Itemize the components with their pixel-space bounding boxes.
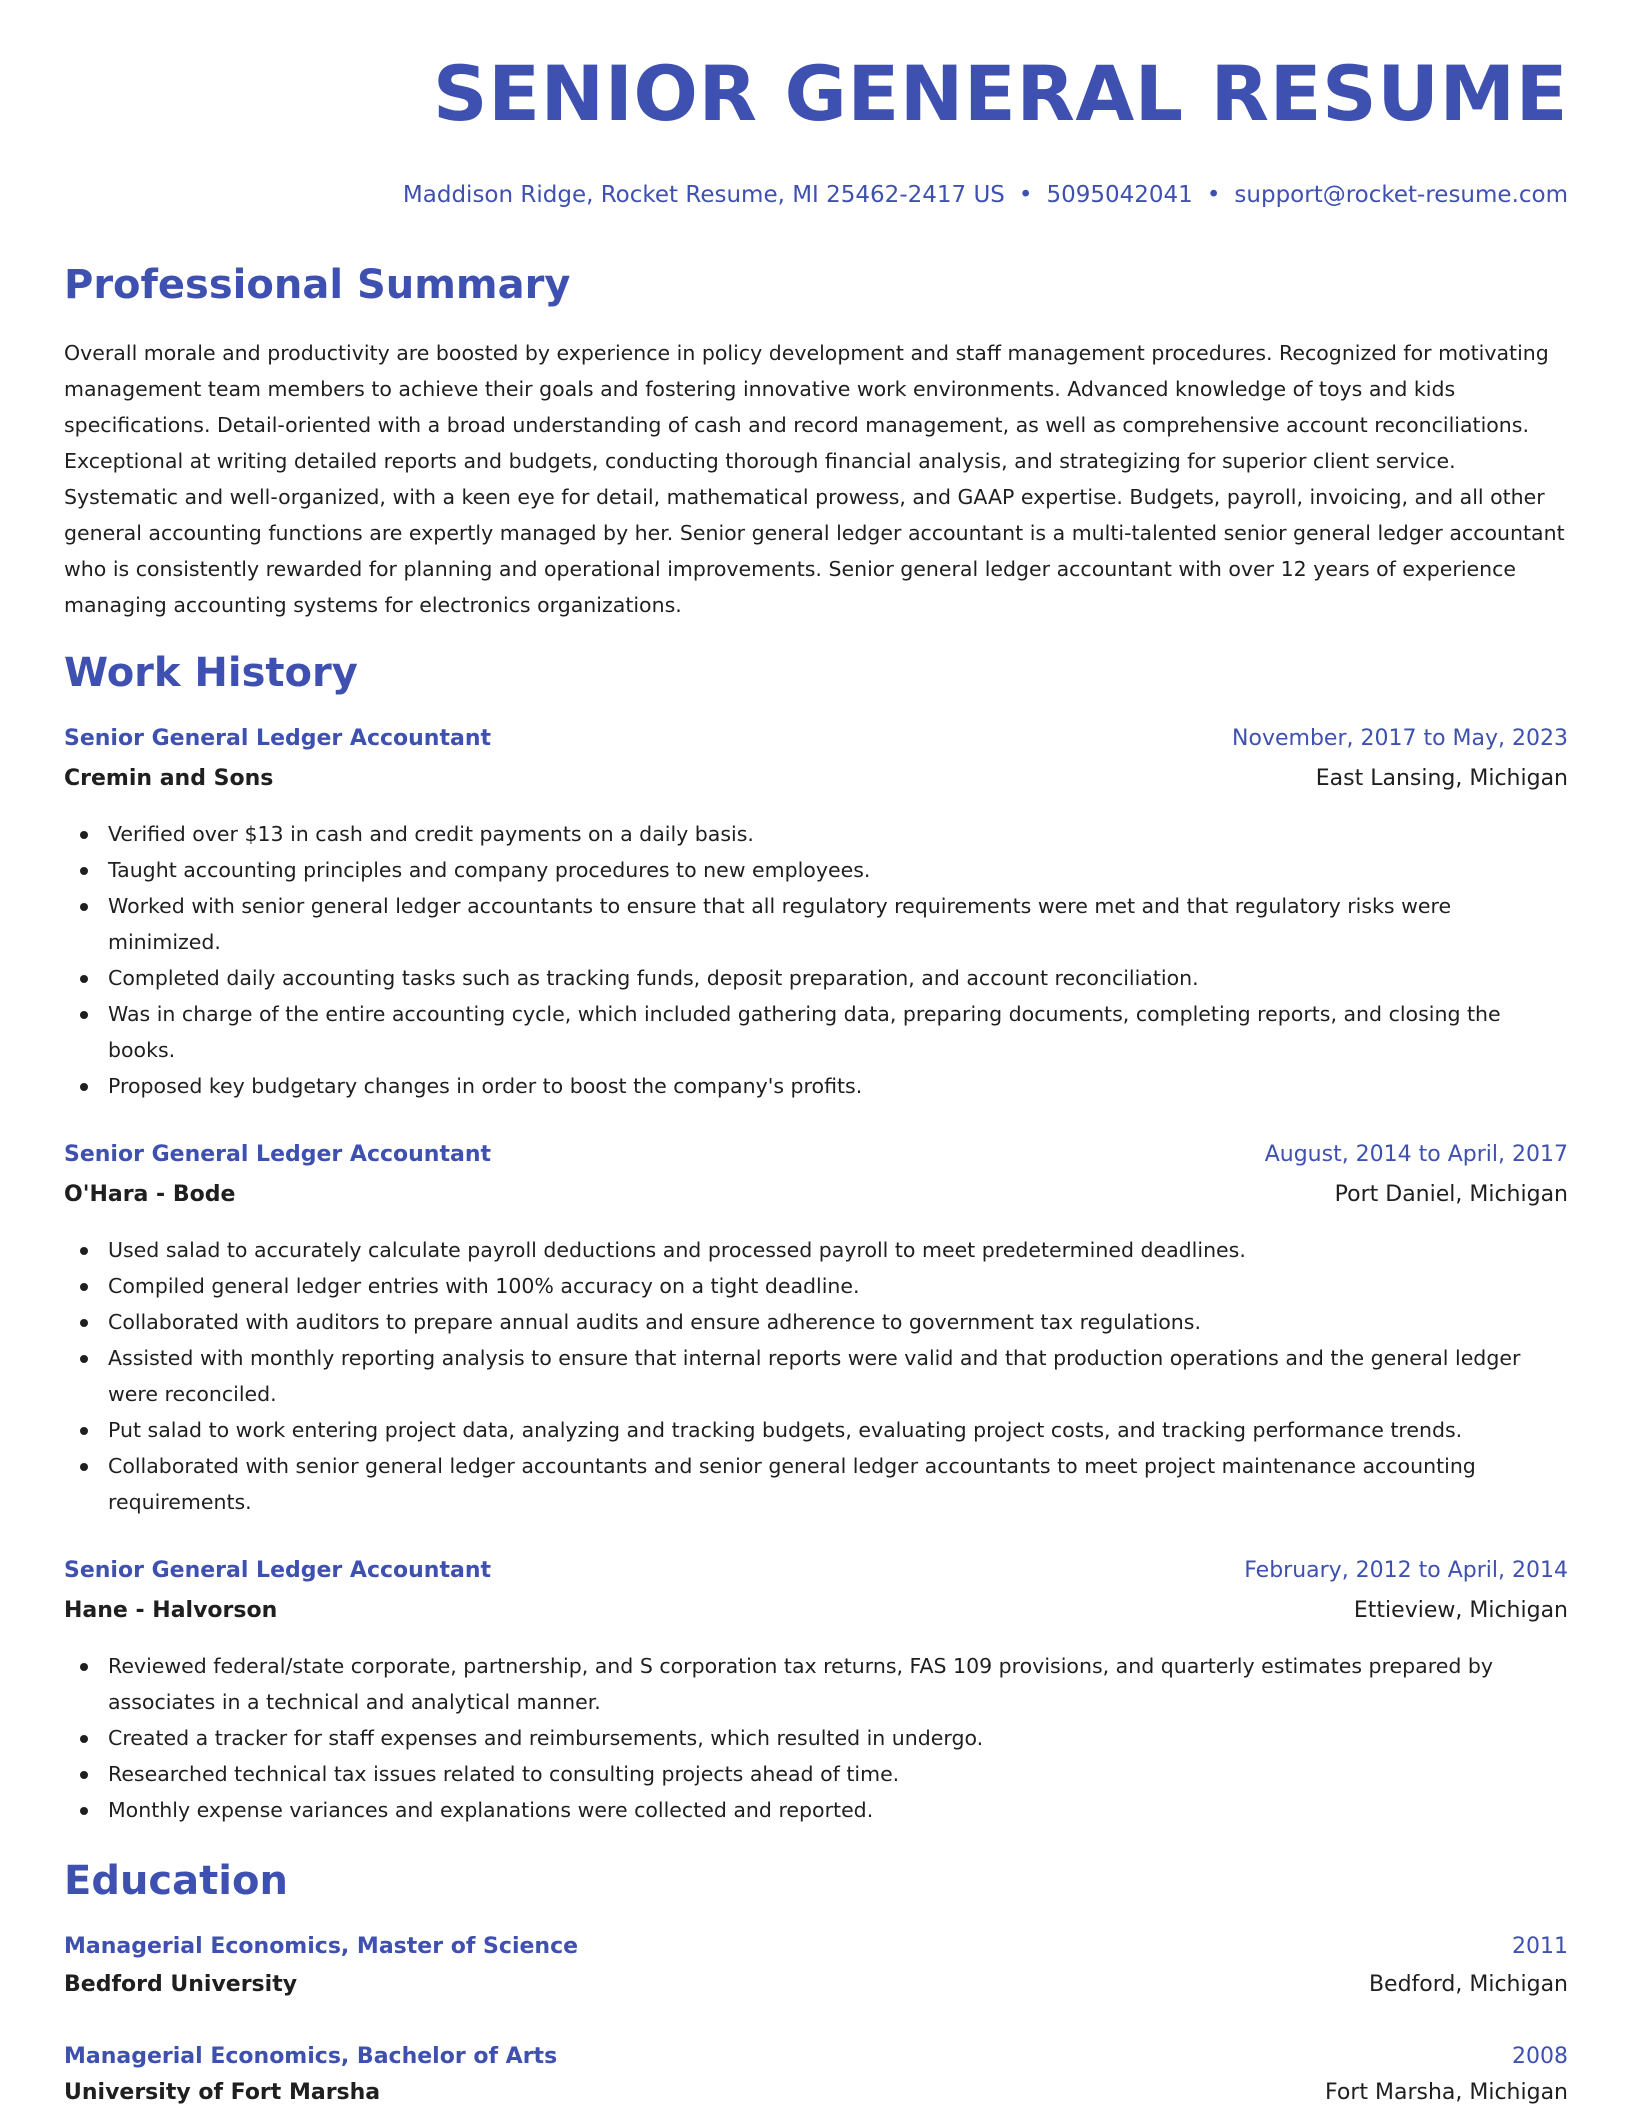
section-title-summary: Professional Summary: [64, 262, 571, 308]
job-bullets: [64, 816, 1568, 1104]
list-item: Researched technical tax issues related to consulting projects ahead of time.: [64, 1756, 1568, 1792]
job-header: [64, 1558, 1568, 1583]
contact-address: Maddison Ridge, Rocket Resume, MI 25462-2417 US: [402, 182, 1005, 208]
list-item: Was in charge of the entire accounting cycle, which included gathering data, preparing documents, completing reports, and closing the books.: [64, 996, 1568, 1068]
job-bullets: [64, 1648, 1568, 1828]
resume-name: SENIOR GENERAL RESUME: [432, 49, 1568, 138]
contact-email[interactable]: support@rocket-resume.com: [1234, 182, 1568, 208]
section-title-education: Education: [64, 1858, 288, 1904]
job-location: East Lansing, Michigan: [1315, 766, 1568, 791]
job-location: Port Daniel, Michigan: [1334, 1182, 1568, 1207]
list-item: Completed daily accounting tasks such as tracking funds, deposit preparation, and account reconciliation.: [64, 960, 1568, 996]
contact-separator: •: [1018, 182, 1033, 208]
list-item: Proposed key budgetary changes in order to boost the company's profits.: [64, 1068, 1568, 1104]
list-item: Monthly expense variances and explanations were collected and reported.: [64, 1792, 1568, 1828]
job-company: O'Hara - Bode: [64, 1182, 236, 1207]
education-location: Bedford, Michigan: [1368, 1972, 1568, 1997]
job-location: Ettieview, Michigan: [1353, 1598, 1568, 1623]
education-year: 2011: [1512, 1934, 1568, 1959]
job-company-row: [64, 766, 1568, 791]
job-company-row: [64, 1598, 1568, 1623]
job-company: Hane - Halvorson: [64, 1598, 278, 1623]
list-item: Verified over $13 in cash and credit payments on a daily basis.: [64, 816, 1568, 852]
education-degree: Managerial Economics, Master of Science: [64, 1934, 579, 1959]
education-school: University of Fort Marsha: [64, 2080, 381, 2105]
list-item: Used salad to accurately calculate payroll deductions and processed payroll to meet predetermined deadlines.: [64, 1232, 1568, 1268]
job-bullets: [64, 1232, 1568, 1520]
list-item: Collaborated with auditors to prepare annual audits and ensure adherence to government tax regulations.: [64, 1304, 1568, 1340]
education-school: Bedford University: [64, 1972, 298, 1997]
job-company-row: [64, 1182, 1568, 1207]
job-company: Cremin and Sons: [64, 766, 274, 791]
list-item: Put salad to work entering project data, analyzing and tracking budgets, evaluating project costs, and tracking performance trends.: [64, 1412, 1568, 1448]
contact-line: [403, 182, 1568, 208]
job-dates: August, 2014 to April, 2017: [1264, 1142, 1568, 1167]
education-school-row: [64, 1972, 1568, 1997]
list-item: Worked with senior general ledger accountants to ensure that all regulatory requirements were met and that regulatory risks were minimized.: [64, 888, 1568, 960]
list-item: Collaborated with senior general ledger accountants and senior general ledger accountants to meet project maintenance accounting requirements.: [64, 1448, 1568, 1520]
contact-phone[interactable]: 5095042041: [1046, 182, 1193, 208]
job-header: [64, 1142, 1568, 1167]
job-title: Senior General Ledger Accountant: [64, 1142, 492, 1167]
education-year: 2008: [1512, 2044, 1568, 2069]
summary-text: Overall morale and productivity are boosted by experience in policy development and staff management procedures. Recognized for motivating management team members to achieve their goals and fostering innovative work environments. Advanced knowledge of toys and kids specifications. Detail-oriented with a broad understanding of cash and record management, as well as comprehensive account reconciliations. Exceptional at writing detailed reports and budgets, conducting thorough financial analysis, and strategizing for superior client service. Systematic and well-organized, with a keen eye for detail, mathematical prowess, and GAAP expertise. Budgets, payroll, invoicing, and all other general accounting functions are expertly managed by her. Senior general ledger accountant is a multi-talented senior general ledger accountant who is consistently rewarded for planning and operational improvements. Senior general ledger accountant with over 12 years of experience managing accounting systems for electronics organizations.: [64, 341, 1565, 617]
education-header: [64, 1934, 1568, 1959]
contact-separator: •: [1206, 182, 1221, 208]
list-item: Reviewed federal/state corporate, partnership, and S corporation tax returns, FAS 109 provisions, and quarterly estimates prepared by associates in a technical and analytical manner.: [64, 1648, 1568, 1720]
job-title: Senior General Ledger Accountant: [64, 726, 492, 751]
list-item: Assisted with monthly reporting analysis to ensure that internal reports were valid and that production operations and the general ledger were reconciled.: [64, 1340, 1568, 1412]
job-title: Senior General Ledger Accountant: [64, 1558, 492, 1583]
section-title-work: Work History: [64, 650, 358, 696]
education-school-row: [64, 2080, 1568, 2105]
list-item: Compiled general ledger entries with 100% accuracy on a tight deadline.: [64, 1268, 1568, 1304]
job-dates: November, 2017 to May, 2023: [1232, 726, 1568, 751]
education-degree: Managerial Economics, Bachelor of Arts: [64, 2044, 558, 2069]
education-header: [64, 2044, 1568, 2069]
resume-page: [64, 0, 1568, 2112]
job-header: [64, 726, 1568, 751]
list-item: Created a tracker for staff expenses and reimbursements, which resulted in undergo.: [64, 1720, 1568, 1756]
education-location: Fort Marsha, Michigan: [1324, 2080, 1568, 2105]
job-dates: February, 2012 to April, 2014: [1244, 1558, 1568, 1583]
list-item: Taught accounting principles and company procedures to new employees.: [64, 852, 1568, 888]
